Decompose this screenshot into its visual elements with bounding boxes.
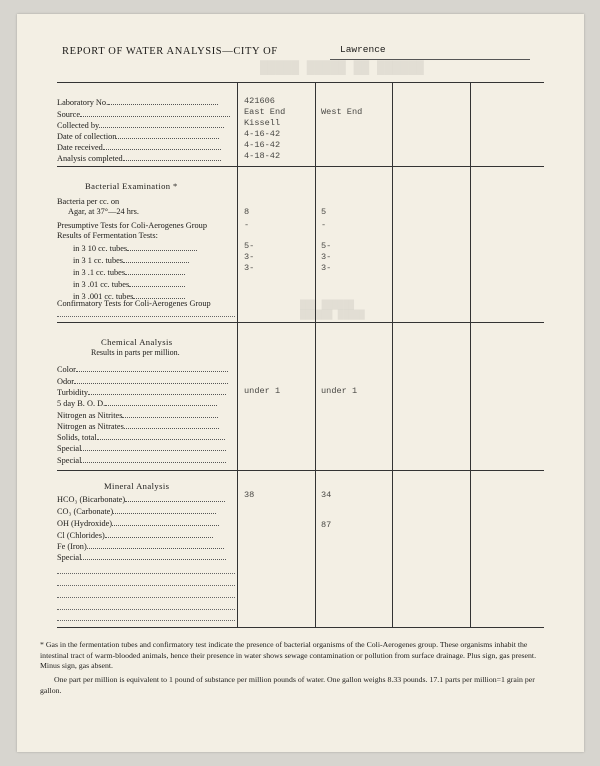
tube-row-label: in 3 10 cc. tubes [73, 243, 197, 254]
tube-row-value: 3- [321, 252, 332, 262]
tube-row-value: 3- [244, 252, 255, 262]
blank-line [57, 573, 235, 574]
blank-line [57, 585, 235, 586]
bacteria-value-2: 5 [321, 207, 327, 217]
turbidity-value-1: under 1 [244, 386, 281, 396]
bacteria-value-1: 8 [244, 207, 250, 217]
chemical-row-label: Nitrogen as Nitrates [57, 421, 219, 432]
label-analysis-completed: Analysis completed [57, 153, 221, 164]
mineral-row-label: OH (Hydroxide) [57, 518, 219, 529]
chemical-row-label: Special [57, 455, 226, 466]
chemical-row-label: Special [57, 443, 226, 454]
chemical-row-label: 5 day B. O. D. [57, 398, 217, 409]
column-divider-1 [237, 82, 238, 627]
bicarbonate-value-1: 38 [244, 490, 255, 500]
section-rule-2 [57, 322, 544, 323]
tube-row-label: in 3 .01 cc. tubes [73, 279, 185, 290]
mineral-row-label: Special [57, 552, 226, 563]
tube-row-value: 5- [321, 241, 332, 251]
bottom-rule [57, 627, 544, 628]
presumptive-label: Presumptive Tests for Coli-Aerogenes Group [57, 221, 207, 230]
bicarbonate-value-2: 34 [321, 490, 332, 500]
label-collected-by: Collected by [57, 120, 224, 131]
mineral-row-label: Cl (Chlorides) [57, 530, 213, 541]
label-date-collection: Date of collection [57, 131, 219, 142]
column-divider-3 [392, 82, 393, 627]
fermentation-results-label: Results of Fermentation Tests: [57, 231, 158, 240]
chlorides-value-2: 87 [321, 520, 332, 530]
column-divider-4 [470, 82, 471, 627]
blank-line [57, 597, 235, 598]
presumptive-value-1: - [244, 220, 250, 230]
mineral-row-label: CO₃ (Carbonate) [57, 506, 216, 517]
bleed-through-letterhead: █████ █████ ██ ██████ [260, 60, 424, 75]
bleed-through-letter: ███ ██████ ██████ █████ [300, 300, 365, 320]
blank-line [57, 620, 235, 621]
date-collection-1: 4-16-42 [244, 129, 281, 139]
tube-row-value: 3- [244, 263, 255, 273]
tube-row-label: in 3 .1 cc. tubes [73, 267, 185, 278]
section-rule-1 [57, 166, 544, 167]
label-source: Source [57, 109, 230, 120]
chemical-subheading: Results in parts per million. [91, 348, 180, 357]
mineral-row-label: Fe (Iron) [57, 541, 224, 552]
section-rule-3 [57, 470, 544, 471]
chemical-row-label: Solids, total [57, 432, 225, 443]
confirmatory-label: Confirmatory Tests for Coli-Aerogenes Group [57, 299, 211, 308]
chemical-row-label: Color [57, 364, 228, 375]
blank-line [57, 316, 235, 317]
tube-row-label: in 3 1 cc. tubes [73, 255, 189, 266]
date-received-1: 4-16-42 [244, 140, 281, 150]
collected-by-1: Kissell [244, 118, 281, 128]
city-underline [330, 59, 530, 60]
lab-no-1: 421606 [244, 96, 275, 106]
turbidity-value-2: under 1 [321, 386, 358, 396]
tube-row-value: 5- [244, 241, 255, 251]
mineral-row-label: HCO₃ (Bicarbonate) [57, 494, 225, 505]
bacterial-heading: Bacterial Examination * [85, 181, 178, 191]
chemical-heading: Chemical Analysis [101, 337, 173, 347]
city-value: Lawrence [340, 44, 386, 55]
column-divider-2 [315, 82, 316, 627]
chemical-row-label: Nitrogen as Nitrites [57, 410, 218, 421]
blank-line [57, 609, 235, 610]
source-1: East End [244, 107, 286, 117]
mineral-heading: Mineral Analysis [104, 481, 170, 491]
label-lab-no: Laboratory No. [57, 97, 218, 108]
presumptive-value-2: - [321, 220, 327, 230]
label-date-received: Date received [57, 142, 221, 153]
chemical-row-label: Turbidity [57, 387, 226, 398]
chemical-row-label: Odor [57, 376, 228, 387]
source-2: West End [321, 107, 363, 117]
analysis-completed-1: 4-18-42 [244, 151, 281, 161]
report-title: REPORT OF WATER ANALYSIS—CITY OF [62, 46, 278, 57]
footnote-ppm: One part per million is equivalent to 1 pound of substance per million pounds of water. One gallon weighs 8.33 pounds. 17.1 parts per million=1 grain per gallon. [40, 675, 535, 695]
bacteria-label-1: Bacteria per cc. on [57, 197, 120, 206]
bacteria-label-2: Agar, at 37°—24 hrs. [68, 207, 139, 216]
tube-row-label: in 3 .001 cc. tubes [73, 291, 185, 302]
tube-row-value: 3- [321, 263, 332, 273]
footnote-gas: * Gas in the fermentation tubes and confirmatory test indicate the presence of bacterial organisms of the Coli-Aerogenes group. These organisms inhabit the intestinal tract of warm-blooded animals, hence their presence in water shows sewage contamination or pollution from surface drainage. Plus sign, gas present. Minus sign, gas absent. [40, 640, 537, 670]
